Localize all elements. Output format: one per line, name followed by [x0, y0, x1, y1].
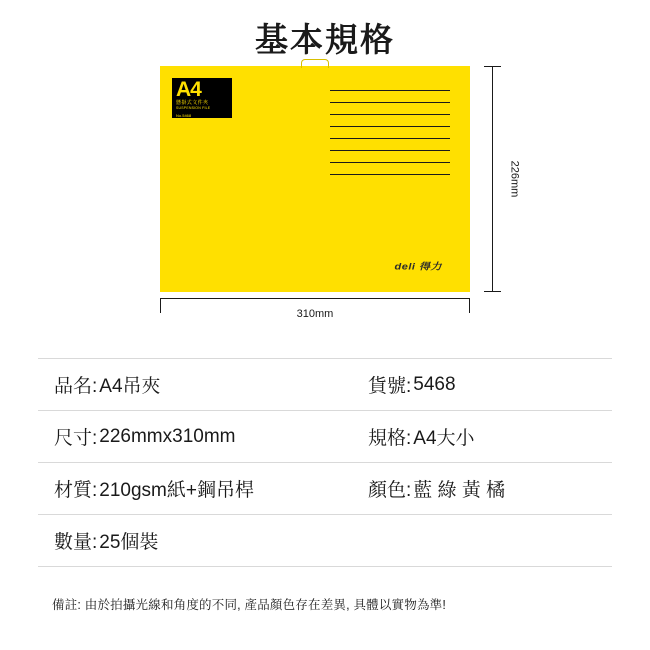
rule-line: [330, 114, 450, 115]
width-dimension: [160, 298, 470, 328]
rule-line: [330, 126, 450, 127]
rule-line: [330, 90, 450, 91]
folder-label-number: No.5468: [176, 113, 192, 118]
spec-cell-right: [368, 371, 612, 398]
folder-hook-icon: [301, 59, 329, 68]
spec-cell-right: [368, 423, 612, 450]
dimension-line-horizontal: [160, 298, 470, 299]
table-row: [38, 514, 612, 567]
spec-value: 210gsm紙+鋼吊桿: [99, 480, 254, 501]
spec-value: 226mmx310mm: [99, 425, 236, 447]
table-row: [38, 358, 612, 410]
footnote: 備註: 由於拍攝光線和角度的不同, 產品顏色存在差異, 具體以實物為準!: [52, 598, 447, 612]
spec-cell-left: [38, 371, 368, 398]
folder-rule-lines: [330, 90, 450, 186]
rule-line: [330, 102, 450, 103]
product-illustration: [0, 61, 650, 336]
spec-value: 5468: [413, 373, 456, 395]
page-title: 基本規格: [255, 21, 395, 58]
folder-label-english: SUSPENSION FILE: [176, 106, 211, 110]
folder-label-block: [172, 78, 232, 118]
table-row: [38, 462, 612, 514]
dimension-cap-bottom: [484, 291, 501, 292]
brand-logo: deli 得力: [394, 261, 442, 272]
spec-value: 25個裝: [99, 532, 159, 553]
rule-line: [330, 162, 450, 163]
spec-cell-left: [38, 475, 368, 502]
table-row: [38, 410, 612, 462]
product-folder-image: [160, 66, 470, 292]
spec-value: A4吊夾: [99, 376, 161, 397]
folder-label-a4: A4: [176, 78, 201, 101]
spec-label: 貨號:: [368, 376, 412, 397]
height-dimension-label: 226mm: [508, 160, 521, 198]
rule-line: [330, 138, 450, 139]
spec-label: 材質:: [54, 480, 98, 501]
spec-cell-left: [38, 527, 368, 554]
spec-value: 藍 綠 黃 橘: [413, 480, 506, 501]
spec-cell-left: [38, 423, 368, 450]
spec-label: 顏色:: [368, 480, 412, 501]
folder-label-chinese: 懸掛式文件夾: [176, 100, 209, 106]
spec-value: A4大小: [413, 428, 475, 449]
rule-line: [330, 174, 450, 175]
spec-label: 規格:: [368, 428, 412, 449]
dimension-line-vertical: [492, 66, 493, 292]
width-dimension-label: 310mm: [296, 308, 334, 320]
spec-label: 尺寸:: [54, 428, 98, 449]
height-dimension: [484, 66, 521, 292]
spec-label: 數量:: [54, 532, 98, 553]
spec-cell-right: [368, 475, 612, 502]
spec-label: 品名:: [54, 376, 98, 397]
spec-table: [38, 358, 612, 567]
rule-line: [330, 150, 450, 151]
